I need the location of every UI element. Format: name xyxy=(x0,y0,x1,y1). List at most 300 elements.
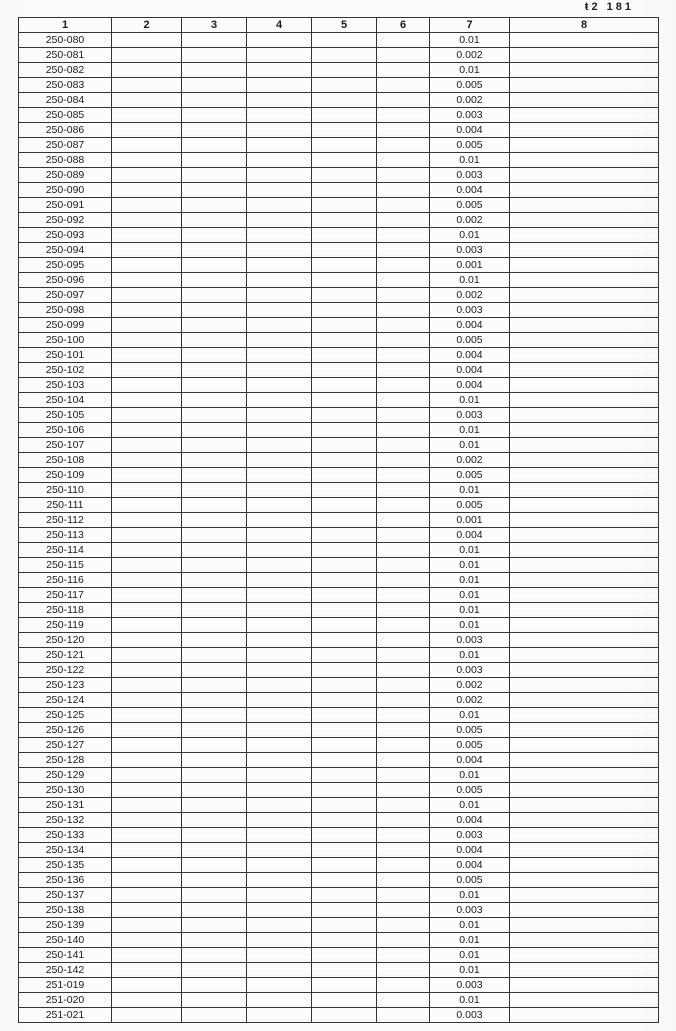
empty-cell xyxy=(312,153,377,168)
table-row xyxy=(19,423,659,438)
value-cell: 0.005 xyxy=(430,723,510,738)
column-header: 1 xyxy=(19,18,112,33)
row-id-cell: 250-106 xyxy=(19,423,112,438)
empty-cell xyxy=(247,933,312,948)
empty-cell xyxy=(312,543,377,558)
row-id-cell: 250-124 xyxy=(19,693,112,708)
empty-cell xyxy=(312,258,377,273)
empty-cell xyxy=(312,423,377,438)
empty-cell xyxy=(510,168,659,183)
table-row xyxy=(19,513,659,528)
empty-cell xyxy=(182,33,247,48)
empty-cell xyxy=(377,573,430,588)
empty-cell xyxy=(247,48,312,63)
empty-cell xyxy=(182,753,247,768)
value-cell: 0.01 xyxy=(430,573,510,588)
row-id-cell: 250-137 xyxy=(19,888,112,903)
empty-cell xyxy=(312,273,377,288)
table-row xyxy=(19,228,659,243)
empty-cell xyxy=(312,333,377,348)
empty-cell xyxy=(377,198,430,213)
row-id-cell: 250-084 xyxy=(19,93,112,108)
row-id-cell: 250-123 xyxy=(19,678,112,693)
row-id-cell: 250-083 xyxy=(19,78,112,93)
empty-cell xyxy=(312,498,377,513)
empty-cell xyxy=(247,258,312,273)
row-id-cell: 250-122 xyxy=(19,663,112,678)
empty-cell xyxy=(312,393,377,408)
row-id-cell: 250-096 xyxy=(19,273,112,288)
empty-cell xyxy=(247,963,312,978)
empty-cell xyxy=(377,93,430,108)
empty-cell xyxy=(510,333,659,348)
empty-cell xyxy=(377,423,430,438)
empty-cell xyxy=(247,573,312,588)
empty-cell xyxy=(510,513,659,528)
empty-cell xyxy=(112,888,182,903)
empty-cell xyxy=(312,648,377,663)
value-cell: 0.01 xyxy=(430,918,510,933)
empty-cell xyxy=(112,708,182,723)
empty-cell xyxy=(182,438,247,453)
empty-cell xyxy=(510,543,659,558)
row-id-cell: 250-087 xyxy=(19,138,112,153)
row-id-cell: 250-135 xyxy=(19,858,112,873)
table-row xyxy=(19,663,659,678)
row-id-cell: 250-127 xyxy=(19,738,112,753)
row-id-cell: 250-080 xyxy=(19,33,112,48)
empty-cell xyxy=(182,678,247,693)
row-id-cell: 250-131 xyxy=(19,798,112,813)
table-row xyxy=(19,918,659,933)
empty-cell xyxy=(247,423,312,438)
empty-cell xyxy=(510,528,659,543)
table-row xyxy=(19,543,659,558)
empty-cell xyxy=(312,363,377,378)
value-cell: 0.003 xyxy=(430,408,510,423)
row-id-cell: 250-090 xyxy=(19,183,112,198)
empty-cell xyxy=(112,903,182,918)
empty-cell xyxy=(247,183,312,198)
empty-cell xyxy=(510,978,659,993)
empty-cell xyxy=(377,663,430,678)
row-id-cell: 250-088 xyxy=(19,153,112,168)
empty-cell xyxy=(112,603,182,618)
empty-cell xyxy=(377,933,430,948)
empty-cell xyxy=(182,123,247,138)
empty-cell xyxy=(112,63,182,78)
row-id-cell: 251-019 xyxy=(19,978,112,993)
empty-cell xyxy=(247,768,312,783)
value-cell: 0.01 xyxy=(430,993,510,1008)
empty-cell xyxy=(112,33,182,48)
value-cell: 0.004 xyxy=(430,753,510,768)
value-cell: 0.01 xyxy=(430,423,510,438)
empty-cell xyxy=(247,663,312,678)
empty-cell xyxy=(182,843,247,858)
row-id-cell: 250-102 xyxy=(19,363,112,378)
table-row xyxy=(19,873,659,888)
row-id-cell: 250-108 xyxy=(19,453,112,468)
empty-cell xyxy=(510,288,659,303)
empty-cell xyxy=(112,288,182,303)
empty-cell xyxy=(112,378,182,393)
empty-cell xyxy=(510,153,659,168)
value-cell: 0.005 xyxy=(430,138,510,153)
row-id-cell: 250-118 xyxy=(19,603,112,618)
empty-cell xyxy=(312,753,377,768)
empty-cell xyxy=(182,258,247,273)
empty-cell xyxy=(377,393,430,408)
table-row xyxy=(19,618,659,633)
table-row xyxy=(19,393,659,408)
empty-cell xyxy=(377,408,430,423)
value-cell: 0.004 xyxy=(430,348,510,363)
empty-cell xyxy=(312,783,377,798)
table-row xyxy=(19,573,659,588)
empty-cell xyxy=(377,858,430,873)
empty-cell xyxy=(247,1008,312,1023)
empty-cell xyxy=(247,903,312,918)
value-cell: 0.003 xyxy=(430,663,510,678)
row-id-cell: 250-132 xyxy=(19,813,112,828)
empty-cell xyxy=(247,123,312,138)
empty-cell xyxy=(510,453,659,468)
value-cell: 0.01 xyxy=(430,888,510,903)
empty-cell xyxy=(377,243,430,258)
empty-cell xyxy=(182,108,247,123)
empty-cell xyxy=(312,918,377,933)
row-id-cell: 250-103 xyxy=(19,378,112,393)
table-row xyxy=(19,48,659,63)
value-cell: 0.01 xyxy=(430,63,510,78)
empty-cell xyxy=(312,33,377,48)
empty-cell xyxy=(377,753,430,768)
empty-cell xyxy=(182,708,247,723)
empty-cell xyxy=(182,348,247,363)
empty-cell xyxy=(247,138,312,153)
empty-cell xyxy=(510,48,659,63)
table-row xyxy=(19,963,659,978)
row-id-cell: 250-120 xyxy=(19,633,112,648)
empty-cell xyxy=(112,753,182,768)
value-cell: 0.005 xyxy=(430,738,510,753)
empty-cell xyxy=(112,468,182,483)
empty-cell xyxy=(377,303,430,318)
empty-cell xyxy=(377,543,430,558)
empty-cell xyxy=(247,108,312,123)
empty-cell xyxy=(112,243,182,258)
empty-cell xyxy=(312,858,377,873)
empty-cell xyxy=(312,693,377,708)
empty-cell xyxy=(510,63,659,78)
empty-cell xyxy=(182,213,247,228)
row-id-cell: 250-093 xyxy=(19,228,112,243)
empty-cell xyxy=(182,303,247,318)
column-header: 2 xyxy=(112,18,182,33)
value-cell: 0.01 xyxy=(430,33,510,48)
empty-cell xyxy=(510,378,659,393)
empty-cell xyxy=(312,348,377,363)
row-id-cell: 250-109 xyxy=(19,468,112,483)
empty-cell xyxy=(312,468,377,483)
empty-cell xyxy=(247,858,312,873)
empty-cell xyxy=(312,888,377,903)
empty-cell xyxy=(112,258,182,273)
empty-cell xyxy=(247,288,312,303)
empty-cell xyxy=(112,333,182,348)
empty-cell xyxy=(112,78,182,93)
row-id-cell: 250-085 xyxy=(19,108,112,123)
empty-cell xyxy=(377,813,430,828)
empty-cell xyxy=(182,693,247,708)
row-id-cell: 250-112 xyxy=(19,513,112,528)
empty-cell xyxy=(112,543,182,558)
empty-cell xyxy=(377,993,430,1008)
empty-cell xyxy=(112,363,182,378)
row-id-cell: 250-086 xyxy=(19,123,112,138)
empty-cell xyxy=(247,603,312,618)
empty-cell xyxy=(182,648,247,663)
empty-cell xyxy=(182,783,247,798)
empty-cell xyxy=(377,438,430,453)
empty-cell xyxy=(312,993,377,1008)
empty-cell xyxy=(112,798,182,813)
empty-cell xyxy=(182,633,247,648)
empty-cell xyxy=(510,618,659,633)
row-id-cell: 250-100 xyxy=(19,333,112,348)
empty-cell xyxy=(510,468,659,483)
value-cell: 0.003 xyxy=(430,978,510,993)
row-id-cell: 250-126 xyxy=(19,723,112,738)
empty-cell xyxy=(312,453,377,468)
empty-cell xyxy=(312,288,377,303)
value-cell: 0.003 xyxy=(430,168,510,183)
row-id-cell: 250-117 xyxy=(19,588,112,603)
row-id-cell: 250-111 xyxy=(19,498,112,513)
row-id-cell: 250-138 xyxy=(19,903,112,918)
empty-cell xyxy=(312,663,377,678)
empty-cell xyxy=(377,318,430,333)
row-id-cell: 250-094 xyxy=(19,243,112,258)
empty-cell xyxy=(112,273,182,288)
value-cell: 0.002 xyxy=(430,693,510,708)
value-cell: 0.01 xyxy=(430,543,510,558)
empty-cell xyxy=(377,108,430,123)
row-id-cell: 250-139 xyxy=(19,918,112,933)
empty-cell xyxy=(510,213,659,228)
empty-cell xyxy=(182,393,247,408)
table-row xyxy=(19,723,659,738)
row-id-cell: 250-081 xyxy=(19,48,112,63)
empty-cell xyxy=(112,48,182,63)
empty-cell xyxy=(247,468,312,483)
empty-cell xyxy=(247,213,312,228)
table-row xyxy=(19,333,659,348)
empty-cell xyxy=(510,183,659,198)
value-cell: 0.002 xyxy=(430,288,510,303)
empty-cell xyxy=(182,468,247,483)
empty-cell xyxy=(510,123,659,138)
empty-cell xyxy=(377,603,430,618)
empty-cell xyxy=(247,918,312,933)
table-row xyxy=(19,243,659,258)
empty-cell xyxy=(377,498,430,513)
empty-cell xyxy=(312,378,377,393)
empty-cell xyxy=(182,543,247,558)
empty-cell xyxy=(112,408,182,423)
empty-cell xyxy=(377,648,430,663)
table-row xyxy=(19,438,659,453)
table-row xyxy=(19,303,659,318)
empty-cell xyxy=(312,843,377,858)
empty-cell xyxy=(377,903,430,918)
empty-cell xyxy=(510,633,659,648)
empty-cell xyxy=(182,768,247,783)
value-cell: 0.003 xyxy=(430,108,510,123)
table-row xyxy=(19,888,659,903)
table-row xyxy=(19,318,659,333)
empty-cell xyxy=(247,723,312,738)
empty-cell xyxy=(112,738,182,753)
empty-cell xyxy=(112,153,182,168)
row-id-cell: 250-095 xyxy=(19,258,112,273)
empty-cell xyxy=(510,888,659,903)
empty-cell xyxy=(112,498,182,513)
empty-cell xyxy=(377,123,430,138)
table-row xyxy=(19,798,659,813)
empty-cell xyxy=(377,288,430,303)
row-id-cell: 250-119 xyxy=(19,618,112,633)
empty-cell xyxy=(112,213,182,228)
value-cell: 0.01 xyxy=(430,558,510,573)
empty-cell xyxy=(182,63,247,78)
value-cell: 0.005 xyxy=(430,198,510,213)
empty-cell xyxy=(510,873,659,888)
empty-cell xyxy=(112,588,182,603)
empty-cell xyxy=(312,963,377,978)
table-row xyxy=(19,498,659,513)
empty-cell xyxy=(112,228,182,243)
table-row xyxy=(19,198,659,213)
empty-cell xyxy=(247,948,312,963)
empty-cell xyxy=(510,273,659,288)
empty-cell xyxy=(377,693,430,708)
empty-cell xyxy=(182,273,247,288)
empty-cell xyxy=(112,843,182,858)
empty-cell xyxy=(182,363,247,378)
empty-cell xyxy=(247,708,312,723)
table-row xyxy=(19,813,659,828)
empty-cell xyxy=(510,33,659,48)
empty-cell xyxy=(182,78,247,93)
row-id-cell: 250-141 xyxy=(19,948,112,963)
empty-cell xyxy=(182,948,247,963)
empty-cell xyxy=(182,918,247,933)
empty-cell xyxy=(377,783,430,798)
row-id-cell: 250-097 xyxy=(19,288,112,303)
empty-cell xyxy=(312,873,377,888)
empty-cell xyxy=(247,438,312,453)
empty-cell xyxy=(510,723,659,738)
empty-cell xyxy=(112,618,182,633)
table-row xyxy=(19,858,659,873)
empty-cell xyxy=(247,528,312,543)
empty-cell xyxy=(312,483,377,498)
value-cell: 0.004 xyxy=(430,813,510,828)
empty-cell xyxy=(112,138,182,153)
table-row xyxy=(19,603,659,618)
empty-cell xyxy=(182,888,247,903)
empty-cell xyxy=(377,378,430,393)
empty-cell xyxy=(247,873,312,888)
empty-cell xyxy=(182,558,247,573)
value-cell: 0.01 xyxy=(430,618,510,633)
empty-cell xyxy=(510,843,659,858)
empty-cell xyxy=(112,813,182,828)
empty-cell xyxy=(247,408,312,423)
table-row xyxy=(19,153,659,168)
empty-cell xyxy=(312,78,377,93)
table-row xyxy=(19,363,659,378)
empty-cell xyxy=(510,78,659,93)
empty-cell xyxy=(377,483,430,498)
empty-cell xyxy=(112,873,182,888)
empty-cell xyxy=(312,303,377,318)
value-cell: 0.01 xyxy=(430,648,510,663)
row-id-cell: 250-133 xyxy=(19,828,112,843)
empty-cell xyxy=(182,183,247,198)
value-cell: 0.005 xyxy=(430,78,510,93)
empty-cell xyxy=(247,348,312,363)
empty-cell xyxy=(247,738,312,753)
empty-cell xyxy=(510,918,659,933)
empty-cell xyxy=(112,678,182,693)
empty-cell xyxy=(182,798,247,813)
column-header: 7 xyxy=(430,18,510,33)
empty-cell xyxy=(247,33,312,48)
empty-cell xyxy=(247,63,312,78)
empty-cell xyxy=(510,93,659,108)
row-id-cell: 250-134 xyxy=(19,843,112,858)
empty-cell xyxy=(182,408,247,423)
empty-cell xyxy=(377,258,430,273)
empty-cell xyxy=(247,588,312,603)
row-id-cell: 250-110 xyxy=(19,483,112,498)
empty-cell xyxy=(247,243,312,258)
value-cell: 0.01 xyxy=(430,228,510,243)
table-row xyxy=(19,108,659,123)
value-cell: 0.003 xyxy=(430,303,510,318)
empty-cell xyxy=(112,528,182,543)
empty-cell xyxy=(510,198,659,213)
empty-cell xyxy=(247,498,312,513)
value-cell: 0.004 xyxy=(430,378,510,393)
empty-cell xyxy=(377,33,430,48)
value-cell: 0.002 xyxy=(430,213,510,228)
table-row xyxy=(19,378,659,393)
empty-cell xyxy=(510,573,659,588)
value-cell: 0.01 xyxy=(430,603,510,618)
empty-cell xyxy=(112,768,182,783)
empty-cell xyxy=(312,828,377,843)
value-cell: 0.001 xyxy=(430,258,510,273)
empty-cell xyxy=(247,648,312,663)
table-row xyxy=(19,978,659,993)
empty-cell xyxy=(247,228,312,243)
table-row xyxy=(19,348,659,363)
empty-cell xyxy=(510,813,659,828)
